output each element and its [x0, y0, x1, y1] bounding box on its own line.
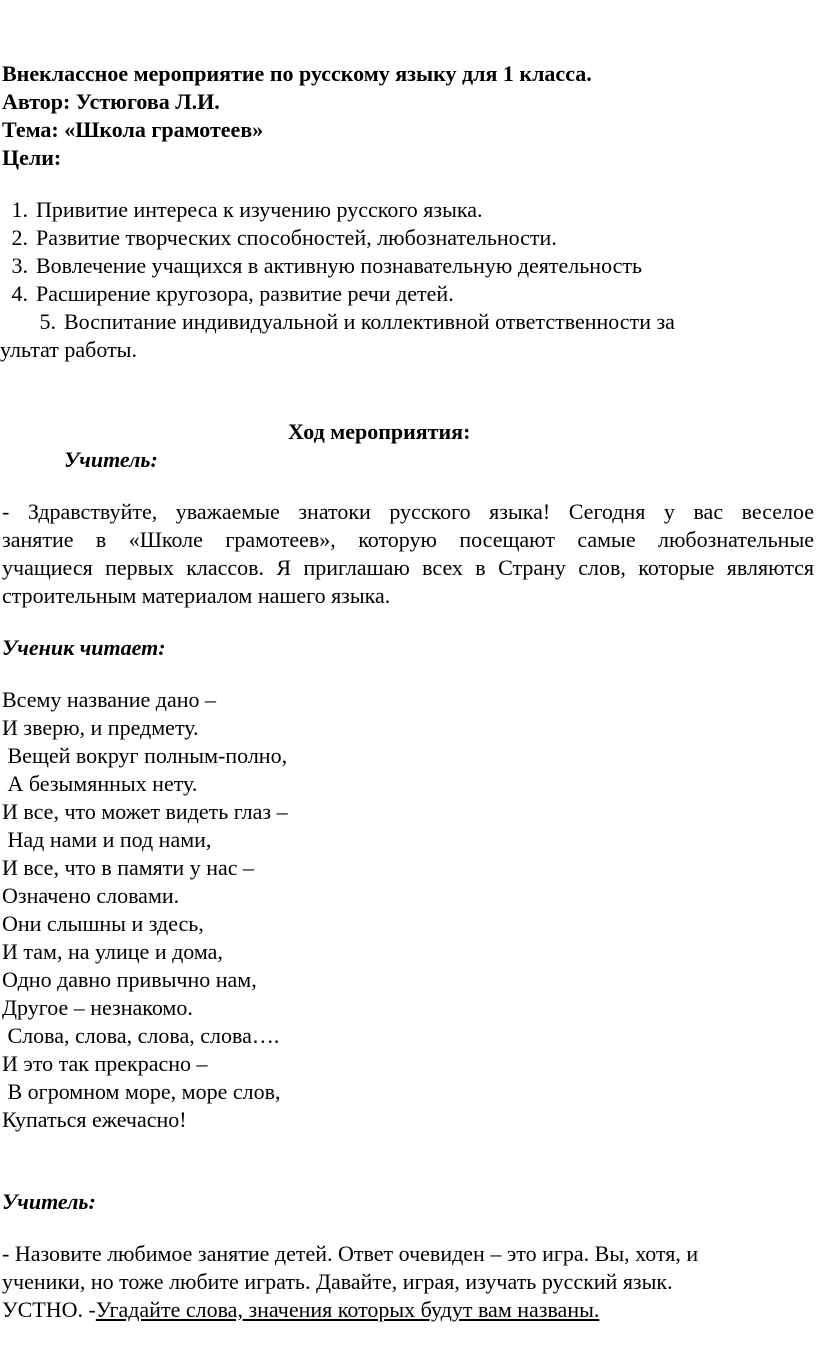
goal-text: Привитие интереса к изучению русского языка.: [36, 197, 483, 222]
goal-number: 3.: [11, 253, 28, 278]
poem-line: Другое – незнакомо.: [2, 995, 193, 1020]
goals-heading: Цели:: [2, 145, 62, 170]
poem-line: Вещей вокруг полным-полно,: [2, 743, 288, 768]
oral-task-line: [2, 1296, 599, 1324]
goal-item: [0, 280, 454, 308]
speaker-label-teacher: Учитель:: [2, 1189, 96, 1214]
poem-line: Купаться ежечасно!: [2, 1107, 187, 1132]
topic-line: Тема: «Школа грамотеев»: [2, 117, 264, 142]
paragraph-line: учащиеся первых классов. Я приглашаю всех в Страну слов, которые являются: [2, 555, 814, 580]
goal-continuation: ультат работы.: [0, 337, 137, 362]
goal-item: [0, 224, 557, 252]
paragraph-line: - Назовите любимое занятие детей. Ответ очевиден – это игра. Вы, хотя, и: [2, 1241, 699, 1266]
poem-line: И это так прекрасно –: [2, 1051, 208, 1076]
poem-line: Одно давно привычно нам,: [2, 967, 257, 992]
goal-text: Развитие творческих способностей, любознательности.: [36, 225, 557, 250]
poem-line: А безымянных нету.: [2, 771, 198, 796]
progress-heading: Ход мероприятия:: [288, 419, 471, 444]
paragraph-line: - Здравствуйте, уважаемые знатоки русского языка! Сегодня у вас веселое: [2, 499, 814, 524]
goal-number: 5.: [39, 309, 56, 334]
goal-text: Воспитание индивидуальной и коллективной ответственности за: [64, 309, 675, 334]
poem-line: И там, на улице и дома,: [2, 939, 223, 964]
goal-item: [0, 196, 483, 224]
poem-line: В огромном море, море слов,: [2, 1079, 281, 1104]
paragraph-line: занятие в «Школе грамотеев», которую посещают самые любознательные: [2, 527, 814, 552]
poem-line: И все, что в памяти у нас –: [2, 855, 254, 880]
goal-text: Вовлечение учащихся в активную познавательную деятельность: [36, 253, 643, 278]
goal-text: Расширение кругозора, развитие речи детей.: [36, 281, 454, 306]
oral-task-text: Угадайте слова, значения которых будут вам названы.: [95, 1297, 600, 1322]
speaker-label-student: Ученик читает:: [2, 635, 166, 660]
speaker-label-teacher: Учитель:: [64, 447, 158, 472]
poem-line: Слова, слова, слова, слова….: [2, 1023, 280, 1048]
goal-item: [0, 252, 642, 280]
poem-line: И все, что может видеть глаз –: [2, 799, 288, 824]
poem-line: И зверю, и предмету.: [2, 715, 199, 740]
paragraph-line: ученики, но тоже любите играть. Давайте, играя, изучать русский язык.: [2, 1269, 673, 1294]
goal-number: 4.: [11, 281, 28, 306]
poem-line: Над нами и под нами,: [2, 827, 212, 852]
poem-line: Означено словами.: [2, 883, 180, 908]
document-title: Внеклассное мероприятие по русскому языку для 1 класса.: [2, 61, 592, 86]
goal-number: 2.: [11, 225, 28, 250]
goal-item: [0, 308, 675, 336]
author-line: Автор: Устюгова Л.И.: [2, 89, 220, 114]
paragraph-line: строительным материалом нашего языка.: [2, 583, 391, 608]
oral-prefix: УСТНО. -: [2, 1297, 96, 1322]
goal-number: 1.: [11, 197, 28, 222]
poem-line: Всему название дано –: [2, 687, 217, 712]
poem-line: Они слышны и здесь,: [2, 911, 204, 936]
